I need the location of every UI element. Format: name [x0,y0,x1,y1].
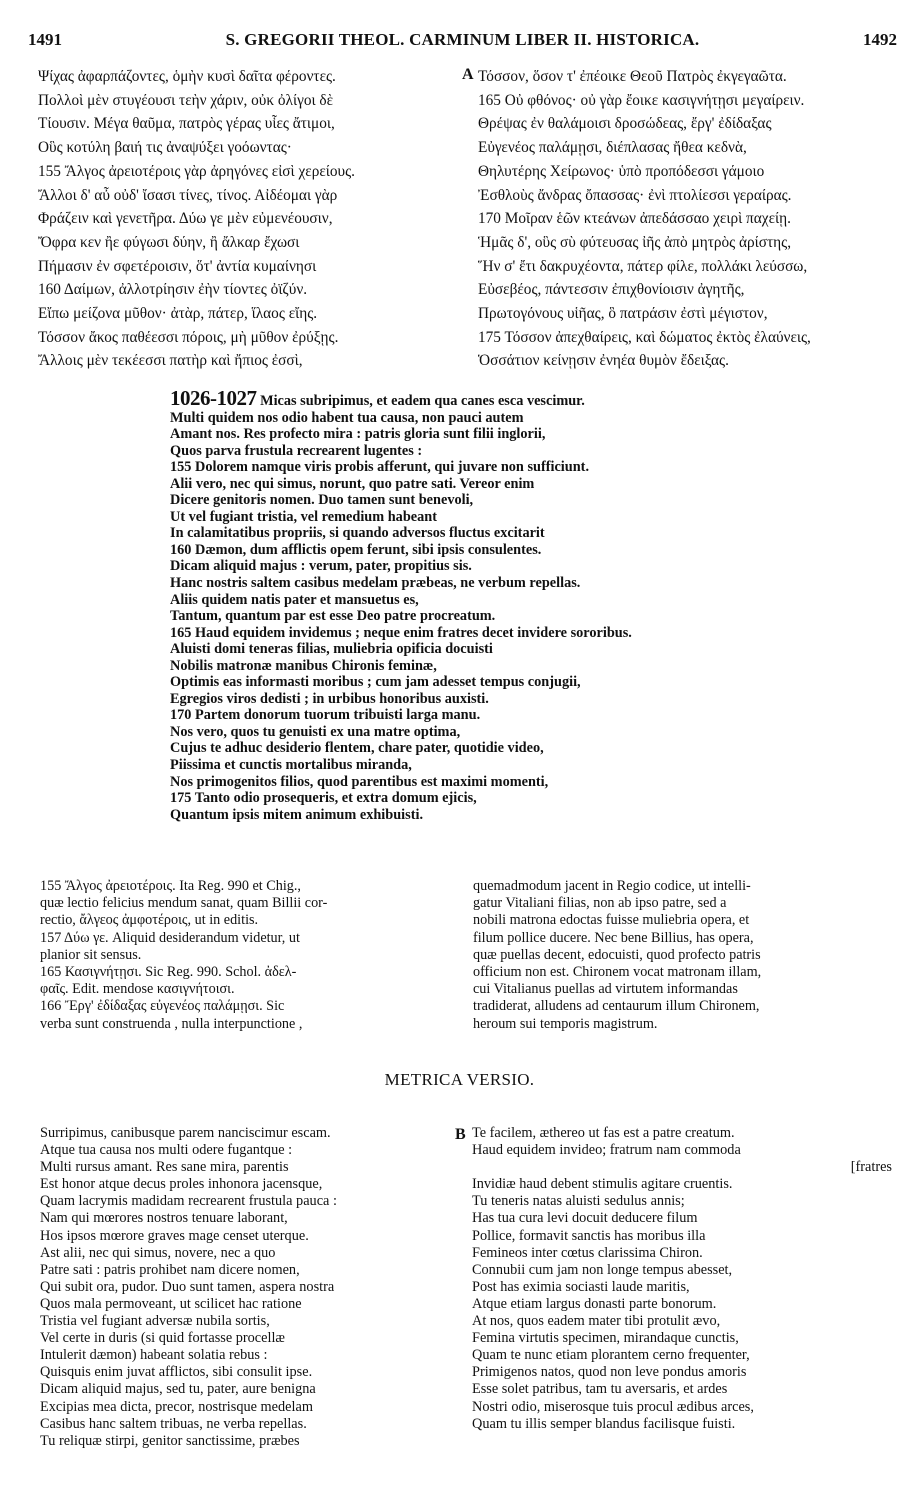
metric-right-line: Nostri odio, miserosque tuis procul ædibus arces, [472,1398,754,1415]
metric-left-line: Excipias mea dicta, precor, nostrisque medelam [40,1398,313,1415]
metric-right-line: Primigenos natos, quod non leve pondus amoris [472,1364,747,1381]
metric-right-line: Haud equidem invideo; fratrum nam commoda [472,1142,741,1159]
greek-right-line: Τόσσον, ὅσον τ' ἐπέοικε Θεοῦ Πατρὸς ἐκγεγαῶτα. [478,68,787,85]
metric-left-line: Est honor atque decus proles inhonora jacensque, [40,1176,323,1193]
metric-right-line: Te facilem, æthereo ut fas est a patre creatum. [472,1125,735,1141]
metric-left-line: Quam lacrymis madidam recrearent frustula pauca : [40,1193,337,1210]
notes-right-line: quæ puellas decent, edocuisti, quod profecto patris [473,946,761,963]
metric-left-line: Qui subit ora, pudor. Duo sunt tamen, aspera nostra [40,1278,335,1295]
greek-left-line: Τίουσιν. Μέγα θαῦμα, πατρὸς γέρας υἷες ἄτιμοι, [38,115,335,133]
greek-left-line: Πήμασιν ἐν σφετέροισιν, ὅτ' ἀντία κυμαίνησι [38,257,317,275]
latin-line: Nos primogenitos filios, quod parentibus est maximi momenti, [170,773,549,790]
latin-lines [170,410,750,824]
metric-right-line: Has tua cura levi docuit deducere filum [472,1210,698,1227]
latin-line: 170 Partem donorum tuorum tribuisti larga manu. [170,707,481,724]
metric-right-line: Femineos inter cœtus clarissima Chiron. [472,1244,703,1261]
greek-text-left [38,65,458,373]
notes-right-line: quemadmodum jacent in Regio codice, ut intelli- [473,878,751,894]
metric-left-line: Quisquis enim juvat afflictos, sibi consulit ipse. [40,1364,313,1381]
latin-line: Piissima et cunctis mortalibus miranda, [170,757,412,774]
metric-left-line: Intulerit dæmon) habeant solatia rebus : [40,1347,268,1364]
latin-line: Nobilis matronæ manibus Chironis feminæ, [170,657,437,674]
greek-right-line: Πρωτογόνους υἱῆας, ὃ πατράσιν ἐστὶ μέγιστον, [478,305,768,323]
greek-left-line: Εἴπω μείζονα μῦθον· ἀτὰρ, πάτερ, ἵλαος εἴης. [38,305,318,323]
metric-left-line: Dicam aliquid majus, sed tu, pater, aure benigna [40,1381,316,1398]
metric-right-line: Invidiæ haud debent stimulis agitare cruentis. [472,1176,733,1193]
metric-right-line: Femina virtutis specimen, mirandaque cunctis, [472,1330,739,1347]
latin-line: 155 Dolorem namque viris probis afferunt, qui juvare non sufficiunt. [170,459,590,476]
metric-right-line: Tu teneris natas aluisti sedulus annis; [472,1193,685,1210]
metric-left-line: Multi rursus amant. Res sane mira, parentis [40,1159,289,1176]
greek-left-line: 155 Ἄλγος ἀρειοτέροις γὰρ ἀρηγόνες εἰσὶ χερείους. [38,162,355,180]
metric-left-line: Atque tua causa nos multi odere fugantque : [40,1142,293,1159]
greek-left-line: Τόσσον ἄκος παθέεσσι πόροις, μὴ μῦθον ἐρύξῃς. [38,328,339,346]
metric-right-line: Pollice, formavit sanctis has moribus illa [472,1227,706,1244]
metric-left-line: Surripimus, canibusque parem nanciscimur escam. [40,1125,331,1141]
latin-line: Dicam aliquid majus : verum, pater, propitius sis. [170,558,472,575]
metric-right-line: Atque etiam largus donasti parte bonorum. [472,1295,717,1312]
metric-left-line: Casibus hanc saltem tribuas, ne verba repellas. [40,1415,307,1432]
greek-text-right [478,65,908,373]
metric-right-line: Quam te nunc etiam plorantem cerno frequenter, [472,1347,750,1364]
greek-left-line: Ψίχας ἀφαρπάζοντες, ὁμὴν κυσὶ δαῖτα φέροντες. [38,68,336,85]
greek-left-line: Οὓς κοτύλη βαιή τις ἀναψύξει γοόωντας· [38,139,292,157]
notes-right-line: officium non est. Chironem vocat matronam illam, [473,964,762,981]
metric-left-line: Hos ipsos mœrore graves mage censet uterque. [40,1227,309,1244]
notes-right-line: gatur Vitaliani filias, non ab ipso patre, sed a [473,895,727,912]
latin-line: Dicere genitoris nomen. Duo tamen sunt benevoli, [170,492,474,509]
greek-left-line: 160 Δαίμων, ἀλλοτρίησιν ἐὴν τίοντες ὀϊζύν. [38,281,308,299]
latin-line: 1026-1027 Micas subripimus, et eadem qua canes esca vescimur. [170,390,750,410]
greek-right-line: 170 Μοῖραν ἑῶν κτεάνων ἀπεδάσσαο χειρὶ παχείῃ. [478,210,791,228]
greek-left-line: Ἄλλοις μὲν τεκέεσσι πατὴρ καὶ ἤπιος ἐσσὶ, [38,352,303,370]
notes-right-line: nobili matrona edoctas fuisse muliebria opera, et [473,912,750,929]
latin-line: 175 Tanto odio prosequeris, et extra domum ejicis, [170,790,477,807]
metric-right-line: Connubii cum jam non longe tempus abesset, [472,1261,733,1278]
metric-left-line: Tristia vel fugiant adversæ nubila sortis, [40,1313,270,1330]
metric-right-line: Post has eximia sociasti laude maritis, [472,1278,690,1295]
latin-line: Hanc nostris saltem casibus medelam præbeas, ne verbum repellas. [170,575,581,592]
notes-left-line: 157 Δύω γε. Aliquid desiderandum videtur, ut [40,929,300,946]
notes-right-line: cui Vitalianus puellas ad virtutem informandas [473,981,738,998]
running-title: S. GREGORII THEOL. CARMINUM LIBER II. HISTORICA. [225,30,700,49]
notes-left-line: φαῖς. Edit. mendose κασιγνήτοισι. [40,981,235,998]
latin-line: Quos parva frustula recrearent lugentes : [170,442,423,459]
latin-line: Optimis eas informasti moribus ; cum jam adesset tempus conjugii, [170,674,581,691]
margin-marker-a: A [462,66,474,83]
left-column-number: 1491 [28,30,62,49]
greek-left-line: Ὄφρα κεν ἢε φύγωσι δύην, ἢ ἄλκαρ ἔχωσι [38,233,300,251]
metric-right-line: [fratres [850,1159,892,1176]
greek-right-line: Εὐσεβέος, πάντεσσιν ἐπιχθονίοισιν ἀγητῆς, [478,281,745,299]
metric-left-line: Vel certe in duris (si quid fortasse procellæ [40,1330,285,1347]
running-header [28,30,897,54]
right-column-number: 1492 [863,30,897,49]
column-reference: 1026-1027 [170,390,257,410]
latin-line: 165 Haud equidem invidemus ; neque enim fratres decet invidere sororibus. [170,624,632,641]
footnotes-right [473,878,893,1033]
metric-left-line: Nam qui mœrores nostros tenuare laborant, [40,1210,288,1227]
latin-line: Nos vero, quos tu genuisti ex una matre optima, [170,723,461,740]
latin-line: Alii vero, nec qui simus, norunt, quo patre sati. Vereor enim [170,475,535,492]
latin-line: In calamitatibus propriis, si quando adversos fluctus excitarit [170,525,545,542]
footnotes-left [40,878,448,1033]
metric-left-line: Tu reliquæ stirpi, genitor sanctissime, præbes [40,1432,300,1449]
latin-line: Multi quidem nos odio habent tua causa, non pauci autem [170,409,524,426]
greek-right-line: 175 Τόσσον ἀπεχθαίρεις, καὶ δώματος ἐκτὸς ἐλαύνεις, [478,328,811,346]
metric-right-line: Quam tu illis semper blandus facilisque fuisti. [472,1415,736,1432]
greek-left-line: Φράζειν καὶ γενετῆρα. Δύω γε μὲν εὐμενέουσιν, [38,210,333,228]
greek-left-line: Πολλοὶ μὲν στυγέουσι τεὴν χάριν, οὐκ ὀλίγοι δὲ [38,91,334,109]
greek-right-line: Ὁσσάτιον κείνῃσιν ἐνηέα θυμὸν ἔδειξας. [478,352,729,370]
notes-right-line: heroum sui temporis magistrum. [473,1015,658,1032]
greek-right-line: Θρέψας ἐν θαλάμοισι δροσώδεας, ἔργ' ἐδίδαξας [478,115,772,133]
metric-left-line: Ast alii, nec qui simus, novere, nec a quo [40,1244,276,1261]
greek-right-line: Θηλυτέρης Χείρωνος· ὑπὸ προπόδεσσι γάμοιο [478,162,765,180]
metric-version-left [40,1125,460,1450]
latin-line: Quantum ipsis mitem animum exhibuisti. [170,806,424,823]
notes-left-line: verba sunt construenda , nulla interpunctione , [40,1015,303,1032]
greek-right-line: 165 Οὐ φθόνος· οὐ γὰρ ἔοικε κασιγνήτῃσι μεγαίρειν. [478,91,805,109]
latin-line: Aluisti domi teneras filias, muliebria opificia docuisti [170,641,493,658]
notes-left-line: planior sit sensus. [40,946,142,963]
notes-left-line: 166 Ἔργ' ἐδίδαξας εὐγενέος παλάμῃσι. Sic [40,998,285,1015]
latin-line: Tantum, quantum par est esse Deo patre procreatum. [170,608,496,625]
metric-right-line: At nos, quos eadem mater tibi protulit ævo, [472,1313,721,1330]
greek-right-line: Εὐγενέος παλάμῃσι, διέπλασας ἤθεα κεδνὰ, [478,139,747,157]
metric-right-line: Esse solet patribus, tam tu aversaris, et ardes [472,1381,728,1398]
notes-left-line: 155 Ἄλγος ἀρειοτέροις. Ita Reg. 990 et Chig., [40,878,301,894]
margin-marker-b: B [455,1126,466,1143]
greek-right-line: Ἥν σ' ἔτι δακρυχέοντα, πάτερ φίλε, πολλάκι λεύσσω, [478,257,808,275]
latin-line: Amant nos. Res profecto mira : patris gloria sunt filii inglorii, [170,426,546,443]
latin-line: 160 Dæmon, dum afflictis opem ferunt, sibi ipsis consulentes. [170,541,542,558]
latin-translation [170,390,750,823]
notes-left-line: quæ lectio felicius mendum sanat, quam Billii cor- [40,895,328,912]
latin-line: Cujus te adhuc desiderio flentem, chare pater, quotidie video, [170,740,544,757]
metric-left-line: Patre sati : patris prohibet nam dicere nomen, [40,1261,300,1278]
latin-line: Aliis quidem natis pater et mansuetus es, [170,591,419,608]
metric-version-right [472,1125,902,1433]
section-title: METRICA VERSIO. [384,1070,535,1089]
greek-right-line: Ἐσθλοὺς ἄνδρας ὄπασσας· ἐνὶ πτολίεσσι γεραίρας. [478,186,792,204]
metric-left-line: Quos mala permoveant, ut scilicet hac ratione [40,1295,302,1312]
notes-left-line: 165 Κασιγνήτῃσι. Sic Reg. 990. Schol. ἀδελ- [40,964,297,981]
notes-left-line: rectio, ἄλγεος ἀμφοτέροις, ut in editis. [40,912,259,929]
greek-left-line: Ἄλλοι δ' αὖ οὐδ' ἴσασι τίνες, τίνος. Αἰδέομαι γὰρ [38,186,338,204]
latin-line: Egregios viros dedisti ; in urbibus honoribus auxisti. [170,690,489,707]
notes-right-line: filum pollice ducere. Nec bene Billius, has opera, [473,929,754,946]
notes-right-line: tradiderat, alludens ad centaurum illum Chironem, [473,998,760,1015]
latin-line: Ut vel fugiant tristia, vel remedium habeant [170,508,437,525]
greek-right-line: Ἡμᾶς δ', οὓς σὺ φύτευσας ἰῆς ἀπὸ μητρὸς ἀρίστης, [478,233,792,251]
